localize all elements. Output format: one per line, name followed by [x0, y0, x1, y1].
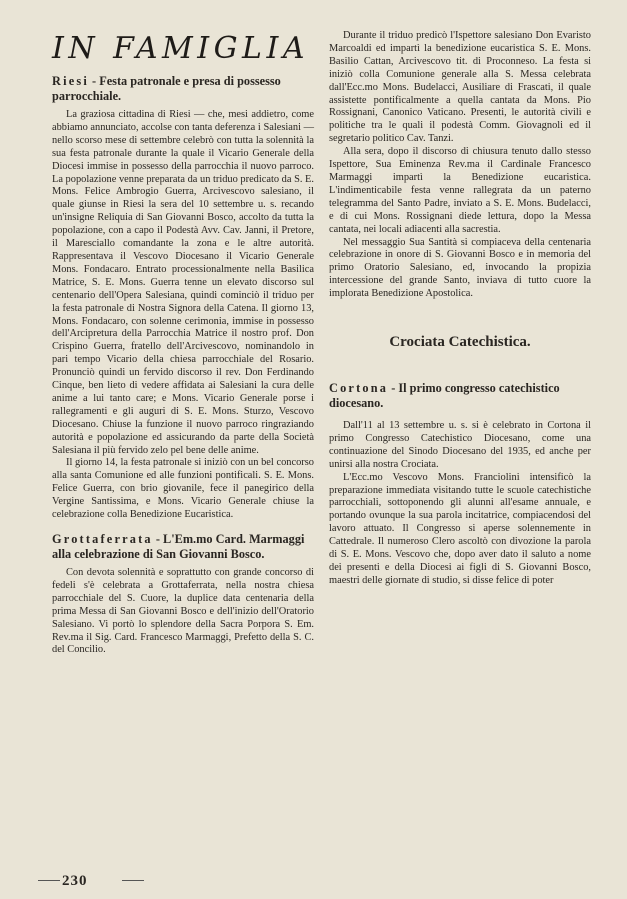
page-title: IN FAMIGLIA	[52, 31, 309, 66]
riesi-heading	[52, 74, 314, 103]
riesi-paragraph-2: Il giorno 14, la festa patronale si iniziò con un bel concorso alla santa Comunione ed alle funzioni pontificali. S. E. Mons. Felice Guerra, con brio giovanile, fece il panegirico della Vergine Santissima, e Mons. Vicario Generale chiuse la celebrazione colla Benedizione Eucaristica.	[52, 457, 314, 521]
cortona-place: Cortona	[329, 381, 389, 396]
footer-dash-right	[122, 880, 144, 881]
left-column	[52, 30, 314, 657]
riesi-heading-rest: - Festa patronale e presa di possesso parrocchiale.	[52, 74, 281, 103]
cortona-heading	[329, 381, 591, 410]
riesi-paragraph-1: La graziosa cittadina di Riesi — che, mesi addietro, come abbiamo annunciato, accolse con tanta deferenza i Salesiani — nello scorso mese di settembre celebrò con tutta la solennità la sua festa patronale durante la quale il Vicario Generale della Diocesi immise in possesso della parrocchia il nuovo parroco. La popolazione venne preparata da un triduo predicato da S. E. Mons. Felice Ambrogio Guerra, Arcivescovo salesiano, il quale giunse in Riesi la sera del 10 settembre u. s. recando un'insigne Reliquia di San Giovanni Bosco, accolto da tutta la popolazione, con a capo il Podestà Avv. Cav. Janni, il Pretore, il Maresciallo comandante la zona e le altre autorità. Rappresentava il Vescovo Diocesano il Vicario Generale Mons. Fondacaro. Entrato processionalmente nella Basilica Matrice, S. E. Mons. Guerra tenne un elevato discorso sul centenario dell'Opera Salesiana, quindi cominciò il triduo per la festa patronale di Nostra Signora della Catena. Il giorno 13, Mons. Fondacaro, con solenne cerimonia, immise in possesso dell'Arcipretura della Parrocchia Matrice il nostro prof. Don Crispino Guerra, fratello dell'Arcivescovo, nominandolo in pari tempo Vicario della chiesa parrocchiale del Rosario. Pronunciò quindi un fervido discorso il rev. Don Ferdinando Cinque, ben lieto di vedere affidata ai Salesiani la cura delle anime a lui tanto care; e Mons. Vicario Generale porse i rallegramenti e gli auguri di S. E. Mons. Sturzo, Vescovo Diocesano. Chiuse la funzione il nuovo parroco ringraziando autorità e popolazione ed assicurando da parte della Società Salesiana il più fervido zelo pel bene delle anime.	[52, 109, 314, 456]
grottaferrata-paragraph-4: Nel messaggio Sua Santità si compiaceva della centenaria celebrazione in onore di S. Giovanni Bosco e in memoria del primo Oratorio Salesiano, ed, invocando la propizia intercessione del grande Santo, inviava di tutto cuore la implorata Benedizione Apostolica.	[329, 236, 591, 300]
footer-dash-left	[38, 880, 60, 881]
grottaferrata-heading	[52, 532, 314, 561]
riesi-place: Riesi	[52, 74, 89, 88]
right-column	[329, 30, 591, 588]
cortona-paragraph-1: Dall'11 al 13 settembre u. s. si è celebrato in Cortona il primo Congresso Catechistico Diocesano, come una continuazione del Sinodo Diocesano del 1935, ed anche per unirsi alla nostra Crociata.	[329, 420, 591, 470]
grottaferrata-place: Grottaferrata	[52, 532, 153, 546]
grottaferrata-paragraph-3: Alla sera, dopo il discorso di chiusura tenuto dallo stesso Ispettore, Sua Eminenza Rev.ma il Cardinale Francesco Marmaggi impartì la Benedizione eucaristica. L'indimenticabile festa venne rallegrata da un paterno telegramma del Santo Padre, inviato a S. E. Mons. Budelacci, e di cui Mons. Rossignani diede lettura, dopo la Messa cantata, nei locali adiacenti alla sacrestia.	[329, 146, 591, 235]
cortona-heading-rest: - Il primo congresso catechistico diocesano.	[329, 381, 560, 410]
grottaferrata-paragraph-1: Con devota solennità e soprattutto con grande concorso di fedeli s'è celebrata a Grottaferrata, nella nostra chiesa parrocchiale del S. Cuore, la duplice data centenaria della prima Messa di San Giovanni Bosco e dell'inizio dell'Oratorio Salesiano. Vi portò lo splendore della Sacra Porpora S. Em. Rev.ma il Sig. Card. Francesco Marmaggi, Prefetto della S. C. del Concilio.	[52, 567, 314, 656]
grottaferrata-heading-rest: - L'Em.mo Card. Marmaggi alla celebrazione di San Giovanni Bosco.	[52, 532, 305, 561]
grottaferrata-paragraph-2: Durante il triduo predicò l'Ispettore salesiano Don Evaristo Marcoaldi ed impartì la benedizione eucaristica S. E. Mons. Basilio Cattan, Arcivescovo tit. di Proconneso. La festa si iniziò colla Comunione generale alla S. Messa celebrata dall'Ecc.mo Mons. Budelacci, Ausiliare di Frascati, il quale assistette pontificalmente a quella cantata da Mons. Pio Rossignani, Canonico Vaticano. Presenti, le autorità civili e politiche tra le quali il podestà Comm. Giovagnoli ed il segretario politico Cav. Tanzi.	[329, 30, 591, 145]
section-title-crociata: Crociata Catechistica.	[389, 334, 531, 351]
page-number: 230	[62, 873, 88, 889]
cortona-paragraph-2: L'Ecc.mo Vescovo Mons. Franciolini intensificò la preparazione immediata visitando tutte le scuole catechistiche parrocchiali, sottoponendo gli alunni all'esame annuale, e portando ovunque la sua parola incitatrice, compiacendosi del lavoro attuato. Il Congresso si aperse solennemente in Cattedrale. Il numeroso Clero ascoltò con divozione la parola di S. E. Mons. Vescovo che, dopo aver dato il saluto a nome dei presenti e della Diocesi ai figli di S. Giovanni Bosco, maestri delle giornate di studio, si disse felice di poter	[329, 471, 591, 586]
